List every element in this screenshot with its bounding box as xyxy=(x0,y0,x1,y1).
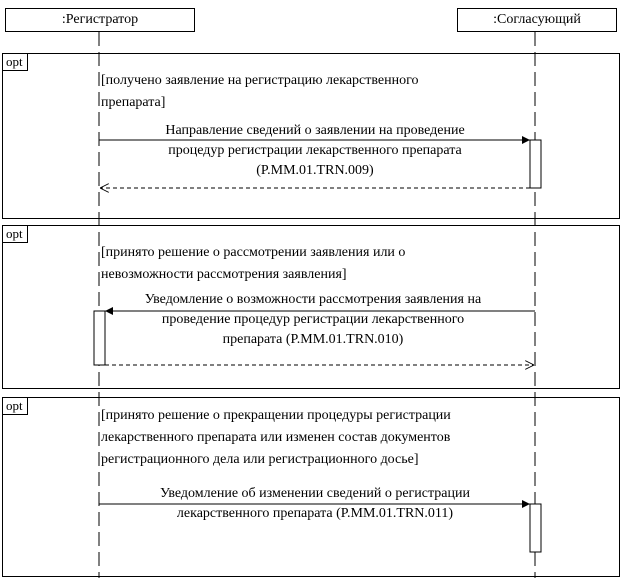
message-label-010: Уведомление о возможности рассмотрения заявления на проведение процедур регистрации лекарственного препарата (P.MM.01.TRN.010) xyxy=(144,292,482,347)
opt-fragment-3-guard: [принято решение о прекращении процедуры регистрации лекарственного препарата или изменен состав документов регистрационного дела или регистрационного досье] xyxy=(101,408,451,467)
opt-fragment-1-guard: [получено заявление на регистрацию лекарственного препарата] xyxy=(101,73,419,110)
participant-approver-label: :Согласующий xyxy=(493,12,581,27)
message-label-011: Уведомление об изменении сведений о регистрации лекарственного препарата (P.MM.01.TRN.011) xyxy=(160,486,470,521)
opt-fragment-2-guard: [принято решение о рассмотрении заявления или о невозможности рассмотрения заявления] xyxy=(101,245,406,282)
participant-approver xyxy=(457,8,617,32)
opt-fragment-1-operator: opt xyxy=(3,54,28,71)
opt-fragment-3-operator: opt xyxy=(3,398,28,415)
participant-registrator xyxy=(5,8,195,32)
opt-fragment-2-operator: opt xyxy=(3,226,28,243)
participant-registrator-label: :Регистратор xyxy=(61,12,139,27)
message-label-009: Направление сведений о заявлении на проведение процедур регистрации лекарственного препарата (P.MM.01.TRN.009) xyxy=(165,123,465,178)
